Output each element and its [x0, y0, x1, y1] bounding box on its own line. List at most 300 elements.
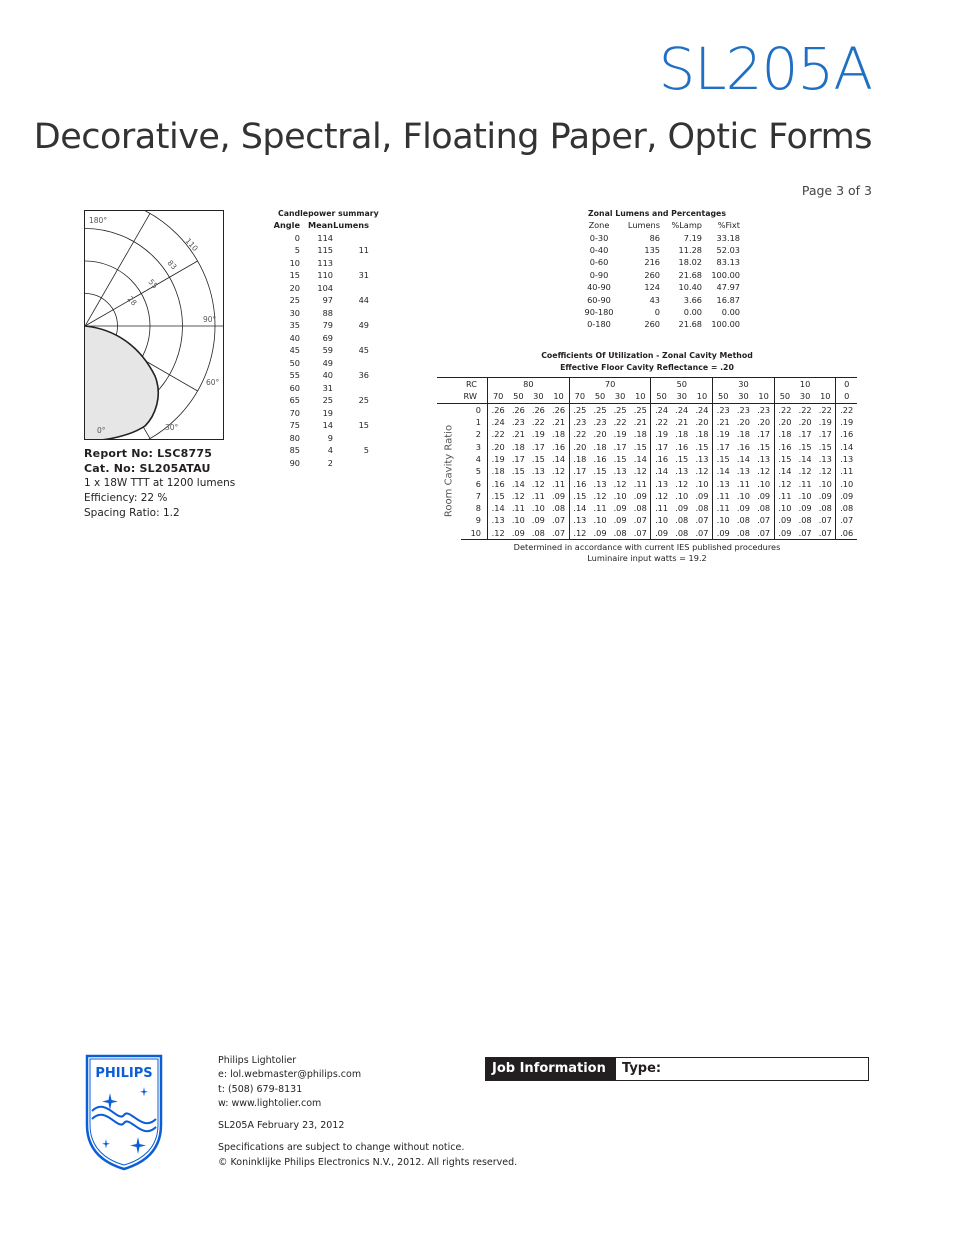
- cell-angle: 60: [289, 382, 300, 393]
- rc-value: 0: [836, 378, 857, 391]
- cell-cu: .12: [778, 478, 792, 489]
- cell-cu: .14: [736, 453, 750, 464]
- zonal-row: [574, 293, 740, 305]
- cell-cu: .08: [630, 502, 651, 514]
- cu-row: [437, 502, 857, 514]
- cell-cu: .08: [675, 515, 689, 526]
- candlepower-row: [270, 394, 369, 407]
- cell-cu: .09: [815, 490, 836, 502]
- cu-row: [437, 440, 857, 452]
- cell-cu: .15: [491, 490, 505, 501]
- cell-cu: .07: [630, 527, 651, 540]
- candlepower-row: [270, 407, 369, 420]
- cell-cu: .12: [488, 527, 509, 540]
- cell-zone: 40-90: [587, 282, 611, 293]
- cell-cu: .10: [593, 515, 607, 526]
- cell-cu: .09: [774, 527, 795, 540]
- zonal-row: [574, 256, 740, 268]
- cell-angle: 55: [289, 370, 300, 381]
- cell-lamp-pct: 7.19: [683, 232, 702, 243]
- cell-lumens: 260: [644, 319, 660, 330]
- zonal-caption: Zonal Lumens and Percentages: [588, 209, 726, 218]
- cell-fixt-pct: 83.13: [716, 257, 740, 268]
- cell-cu: .13: [716, 478, 730, 489]
- rw-value: 30: [795, 390, 815, 403]
- cell-cu: .13: [753, 453, 774, 465]
- cell-cu: .11: [736, 478, 750, 489]
- philips-shield-icon: [84, 1053, 164, 1171]
- cu-row: [437, 453, 857, 465]
- cell-lamp-pct: 21.68: [678, 269, 702, 280]
- zonal-row: [574, 244, 740, 256]
- cell-cu: .13: [675, 466, 689, 477]
- cell-cu: .23: [736, 404, 750, 415]
- cell-cu: .15: [630, 440, 651, 452]
- cell-angle: 45: [289, 345, 300, 356]
- cell-cu: .20: [753, 416, 774, 428]
- cell-rcr: 7: [461, 490, 488, 502]
- cell-cu: .14: [491, 503, 505, 514]
- cu-row: [437, 465, 857, 477]
- cell-cu: .08: [548, 502, 569, 514]
- cu-row: [437, 527, 857, 540]
- cell-cu: .13: [736, 466, 750, 477]
- cell-cu: .10: [736, 490, 750, 501]
- cell-angle: 65: [289, 395, 300, 406]
- cell-cu: .08: [610, 527, 630, 540]
- report-info: [84, 446, 284, 521]
- cell-mean: 104: [317, 282, 333, 293]
- cell-lumens: [333, 432, 369, 445]
- page-number: Page 3 of 3: [801, 183, 872, 198]
- rw-value: 50: [774, 390, 795, 403]
- cell-angle: 15: [289, 270, 300, 281]
- cell-cu: .08: [528, 527, 548, 540]
- candlepower-row: [270, 457, 369, 470]
- cell-cu: .07: [753, 514, 774, 526]
- cell-lumens: 216: [644, 257, 660, 268]
- cell-cu: .19: [716, 429, 730, 440]
- cell-cu: .14: [511, 478, 525, 489]
- zonal-row: [574, 306, 740, 318]
- cell-cu: .10: [778, 503, 792, 514]
- cell-cu: .09: [613, 515, 627, 526]
- cell-angle: 30: [289, 307, 300, 318]
- cell-lumens: [333, 357, 369, 370]
- cell-cu: .24: [655, 404, 669, 415]
- doc-date: SL205A February 23, 2012: [218, 1120, 345, 1132]
- cell-cu: .23: [573, 417, 587, 428]
- cell-cu: .13: [840, 453, 854, 464]
- cell-lumens: 86: [649, 232, 660, 243]
- ring-label-55: 55: [146, 277, 160, 291]
- cell-mean: 4: [327, 445, 333, 456]
- cu-caption-reflectance: Effective Floor Cavity Reflectance = .20: [560, 363, 734, 372]
- cell-angle: 40: [289, 332, 300, 343]
- cell-cu: .11: [840, 466, 854, 477]
- cell-cu: .19: [491, 453, 505, 464]
- cell-cu: .15: [815, 440, 836, 452]
- cell-cu: .22: [815, 403, 836, 416]
- cell-cu: .12: [593, 490, 607, 501]
- cell-cu: .09: [508, 527, 528, 540]
- philips-logo: [84, 1053, 164, 1171]
- cell-mean: 97: [322, 295, 333, 306]
- zonal-row: [574, 231, 740, 243]
- cu-row: [437, 477, 857, 489]
- cell-cu: .18: [778, 429, 792, 440]
- cell-cu: .09: [778, 515, 792, 526]
- cell-cu: .18: [692, 428, 713, 440]
- cell-cu: .22: [613, 417, 627, 428]
- cell-cu: .11: [716, 490, 730, 501]
- cell-lumens: [333, 382, 369, 395]
- cell-cu: .22: [798, 404, 812, 415]
- cell-cu: .08: [753, 502, 774, 514]
- cell-cu: .13: [815, 453, 836, 465]
- candlepower-row: [270, 257, 369, 270]
- cell-cu: .12: [655, 490, 669, 501]
- cell-cu: .14: [840, 441, 854, 452]
- disclaimer: Specifications are subject to change without notice.: [218, 1142, 465, 1154]
- cell-lumens: 124: [644, 282, 660, 293]
- cell-zone: 0-180: [587, 319, 611, 330]
- zonal-row: [574, 281, 740, 293]
- cell-cu: .08: [840, 503, 854, 514]
- contact-web[interactable]: w: www.lightolier.com: [218, 1097, 322, 1109]
- cell-cu: .22: [491, 429, 505, 440]
- col-header-lumens: Lumens: [627, 220, 660, 231]
- cell-zone: 0-40: [589, 244, 609, 255]
- cell-lumens: 36: [358, 370, 369, 381]
- rc-value: 30: [713, 378, 775, 391]
- cell-cu: .13: [692, 453, 713, 465]
- cell-cu: .11: [655, 503, 669, 514]
- cell-cu: .09: [613, 503, 627, 514]
- cell-cu: .12: [613, 478, 627, 489]
- cell-zone: 90-180: [584, 306, 614, 317]
- cell-cu: .18: [511, 441, 525, 452]
- cell-cu: .10: [840, 478, 854, 489]
- cell-cu: .10: [511, 515, 525, 526]
- cell-angle: 25: [289, 295, 300, 306]
- contact-phone: t: (508) 679-8131: [218, 1083, 303, 1095]
- cell-cu: .21: [548, 416, 569, 428]
- cell-cu: .15: [613, 453, 627, 464]
- cell-cu: .18: [675, 429, 689, 440]
- cu-notes: [437, 542, 857, 565]
- cell-rcr: 10: [461, 527, 488, 540]
- cell-cu: .16: [778, 441, 792, 452]
- product-title: Decorative, Spectral, Floating Paper, Optic Forms: [33, 117, 872, 157]
- cell-cu: .16: [675, 441, 689, 452]
- rw-value: 10: [630, 390, 651, 403]
- cu-table: [437, 377, 857, 540]
- polar-axis-150: [85, 213, 150, 326]
- cell-cu: .12: [692, 465, 713, 477]
- zonal-row: [574, 318, 740, 330]
- cell-cu: .12: [548, 465, 569, 477]
- cell-cu: .20: [778, 417, 792, 428]
- cell-cu: .11: [531, 490, 545, 501]
- candlepower-row: [270, 282, 369, 295]
- cell-fixt-pct: 0.00: [721, 306, 740, 317]
- cell-cu: .15: [511, 466, 525, 477]
- cell-cu: .15: [692, 440, 713, 452]
- cell-lamp-pct: 10.40: [678, 282, 702, 293]
- cell-cu: .16: [593, 453, 607, 464]
- cell-cu: .07: [630, 514, 651, 526]
- cell-cu: .14: [716, 466, 730, 477]
- col-header-fixt: %Fixt: [717, 220, 740, 231]
- cell-cu: .14: [630, 453, 651, 465]
- cell-rcr: 6: [461, 477, 488, 489]
- cell-cu: .11: [798, 478, 812, 489]
- zonal-row: [574, 269, 740, 281]
- cell-cu: .22: [778, 404, 792, 415]
- cu-row: [437, 514, 857, 526]
- cell-cu: .14: [778, 466, 792, 477]
- cu-note-watts: Luminaire input watts = 19.2: [587, 553, 707, 564]
- cell-rcr: 0: [461, 403, 488, 416]
- cell-rcr: 5: [461, 465, 488, 477]
- cu-row: [437, 403, 857, 416]
- cell-cu: .12: [815, 465, 836, 477]
- polar-candlepower-diagram: [84, 210, 224, 440]
- cell-angle: 10: [289, 257, 300, 268]
- cell-zone: 0-60: [589, 257, 609, 268]
- rw-value: 10: [753, 390, 774, 403]
- room-cavity-ratio-label: [437, 403, 461, 539]
- cell-cu: .11: [778, 490, 792, 501]
- cell-cu: .18: [593, 441, 607, 452]
- cell-cu: .10: [655, 515, 669, 526]
- cell-cu: .16: [840, 429, 854, 440]
- cell-cu: .13: [573, 515, 587, 526]
- cell-cu: .15: [573, 490, 587, 501]
- cell-cu: .07: [692, 527, 713, 540]
- cell-cu: .14: [655, 466, 669, 477]
- cell-mean: 19: [322, 407, 333, 418]
- rw-value: 10: [692, 390, 713, 403]
- cell-cu: .17: [753, 428, 774, 440]
- cell-cu: .07: [795, 527, 815, 540]
- cell-cu: .07: [692, 514, 713, 526]
- cell-cu: .20: [692, 416, 713, 428]
- candlepower-row: [270, 357, 369, 370]
- rw-value: 50: [508, 390, 528, 403]
- cell-lumens: 25: [358, 395, 369, 406]
- cell-cu: .17: [573, 466, 587, 477]
- cell-cu: .13: [613, 466, 627, 477]
- cell-cu: .15: [593, 466, 607, 477]
- rw-value: 50: [651, 390, 672, 403]
- ring-label-110: 110: [183, 236, 200, 253]
- cell-zone: 0-90: [589, 269, 609, 280]
- cell-cu: .23: [593, 417, 607, 428]
- cell-cu: .08: [692, 502, 713, 514]
- cell-cu: .18: [630, 428, 651, 440]
- cell-cu: .16: [548, 440, 569, 452]
- cell-cu: .23: [511, 417, 525, 428]
- rw-label: RW: [437, 390, 488, 403]
- cell-cu: .12: [511, 490, 525, 501]
- cell-angle: 0: [294, 232, 300, 243]
- cell-cu: .22: [655, 417, 669, 428]
- job-type-field[interactable]: Type:: [622, 1061, 662, 1076]
- cell-cu: .08: [733, 527, 753, 540]
- rc-value: 10: [774, 378, 836, 391]
- rc-label: RC: [437, 378, 488, 391]
- cell-cu: .08: [815, 502, 836, 514]
- cell-cu: .13: [593, 478, 607, 489]
- room-cavity-ratio-text: Room Cavity Ratio: [443, 425, 455, 518]
- ring-label-28: 28: [125, 294, 139, 308]
- cell-cu: .09: [675, 503, 689, 514]
- angle-label-0: 0°: [97, 426, 106, 435]
- candlepower-caption: Candlepower summary: [278, 209, 379, 218]
- candlepower-row: [270, 432, 369, 445]
- candlepower-table: [270, 219, 369, 469]
- cell-lumens: 43: [649, 294, 660, 305]
- cell-fixt-pct: 52.03: [716, 244, 740, 255]
- catalog-number: Cat. No: SL205ATAU: [84, 462, 211, 475]
- col-header-zone: Zone: [588, 220, 610, 231]
- polar-axis-120: [85, 261, 198, 326]
- cell-cu: .09: [798, 503, 812, 514]
- cell-lumens: [333, 257, 369, 270]
- rw-value: 0: [836, 390, 857, 403]
- cell-lamp-pct: 3.66: [683, 294, 702, 305]
- cell-angle: 50: [289, 357, 300, 368]
- cell-cu: .10: [798, 490, 812, 501]
- cu-rw-header-row: [437, 390, 857, 403]
- candlepower-row: [270, 294, 369, 307]
- candlepower-row: [270, 269, 369, 282]
- cell-mean: 114: [317, 232, 333, 243]
- cell-cu: .18: [491, 466, 505, 477]
- candlepower-row: [270, 369, 369, 382]
- angle-label-60: 60°: [206, 378, 220, 387]
- cell-cu: .07: [840, 515, 854, 526]
- cell-cu: .13: [655, 478, 669, 489]
- cell-angle: 70: [289, 407, 300, 418]
- job-information-box: [485, 1057, 869, 1081]
- rc-value: 50: [651, 378, 713, 391]
- cell-lumens: 5: [363, 445, 369, 456]
- cell-cu: .12: [753, 465, 774, 477]
- cell-fixt-pct: 16.87: [716, 294, 740, 305]
- candlepower-row: [270, 307, 369, 320]
- cu-rc-header-row: [437, 378, 857, 391]
- cell-rcr: 9: [461, 514, 488, 526]
- cell-cu: .26: [491, 404, 505, 415]
- footer-contact: [218, 1054, 517, 1170]
- zonal-lumens: [574, 209, 740, 331]
- cell-rcr: 4: [461, 453, 488, 465]
- cu-caption: [437, 350, 857, 374]
- cell-cu: .07: [753, 527, 774, 540]
- cell-cu: .09: [840, 490, 854, 501]
- cell-mean: 110: [317, 270, 333, 281]
- cell-lumens: 260: [644, 269, 660, 280]
- cell-lamp-pct: 21.68: [678, 319, 702, 330]
- cell-cu: .07: [815, 527, 836, 540]
- cu-row: [437, 428, 857, 440]
- cell-cu: .09: [548, 490, 569, 502]
- cell-angle: 20: [289, 282, 300, 293]
- cell-cu: .26: [531, 404, 545, 415]
- cell-cu: .09: [692, 490, 713, 502]
- cell-lumens: [333, 407, 369, 420]
- cell-angle: 80: [289, 432, 300, 443]
- rc-value: 80: [488, 378, 570, 391]
- cell-mean: 88: [322, 307, 333, 318]
- philips-logo-text: PHILIPS: [95, 1066, 153, 1081]
- spacing-ratio: Spacing Ratio: 1.2: [84, 507, 180, 519]
- cell-cu: .20: [736, 417, 750, 428]
- cell-cu: .20: [593, 429, 607, 440]
- cu-note-ies: Determined in accordance with current IES published procedures: [513, 541, 781, 552]
- cell-angle: 75: [289, 420, 300, 431]
- cell-cu: .20: [573, 441, 587, 452]
- cell-cu: .11: [548, 477, 569, 489]
- contact-email[interactable]: e: lol.webmaster@philips.com: [218, 1069, 362, 1081]
- cell-cu: .16: [655, 453, 669, 464]
- cell-cu: .10: [716, 515, 730, 526]
- rw-value: 50: [713, 390, 734, 403]
- cell-mean: 2: [327, 457, 333, 468]
- cell-lumens: 44: [358, 295, 369, 306]
- cell-cu: .19: [655, 429, 669, 440]
- cell-rcr: 8: [461, 502, 488, 514]
- cell-fixt-pct: 47.97: [716, 282, 740, 293]
- angle-label-30: 30°: [165, 423, 179, 432]
- candlepower-row: [270, 319, 369, 332]
- cell-mean: 113: [317, 257, 333, 268]
- rc-value: 70: [569, 378, 651, 391]
- polar-diagram-svg: [85, 211, 224, 440]
- report-number: Report No: LSC8775: [84, 447, 213, 460]
- col-header-lamp: %Lamp: [671, 220, 702, 231]
- cell-cu: .12: [630, 465, 651, 477]
- rw-value: 10: [548, 390, 569, 403]
- coefficients-of-utilization: [437, 350, 857, 565]
- candlepower-row: [270, 232, 369, 245]
- cell-lumens: 135: [644, 244, 660, 255]
- cell-cu: .11: [511, 503, 525, 514]
- cell-cu: .25: [573, 404, 587, 415]
- company-name: Philips Lightolier: [218, 1055, 297, 1066]
- cell-cu: .15: [675, 453, 689, 464]
- cell-cu: .14: [573, 503, 587, 514]
- cell-angle: 85: [289, 445, 300, 456]
- cell-cu: .21: [675, 417, 689, 428]
- cell-lumens: 0: [654, 306, 660, 317]
- rw-value: 30: [733, 390, 753, 403]
- cell-angle: 35: [289, 320, 300, 331]
- cell-cu: .15: [778, 453, 792, 464]
- cell-cu: .19: [531, 429, 545, 440]
- candlepower-summary: [270, 209, 379, 469]
- zonal-table: [574, 219, 740, 331]
- cell-cu: .10: [815, 477, 836, 489]
- cell-cu: .17: [815, 428, 836, 440]
- cell-lumens: [333, 457, 369, 470]
- col-header-lumens: Lumens: [333, 220, 369, 231]
- cell-lumens: 11: [358, 245, 369, 256]
- product-code: SL205A: [658, 35, 872, 103]
